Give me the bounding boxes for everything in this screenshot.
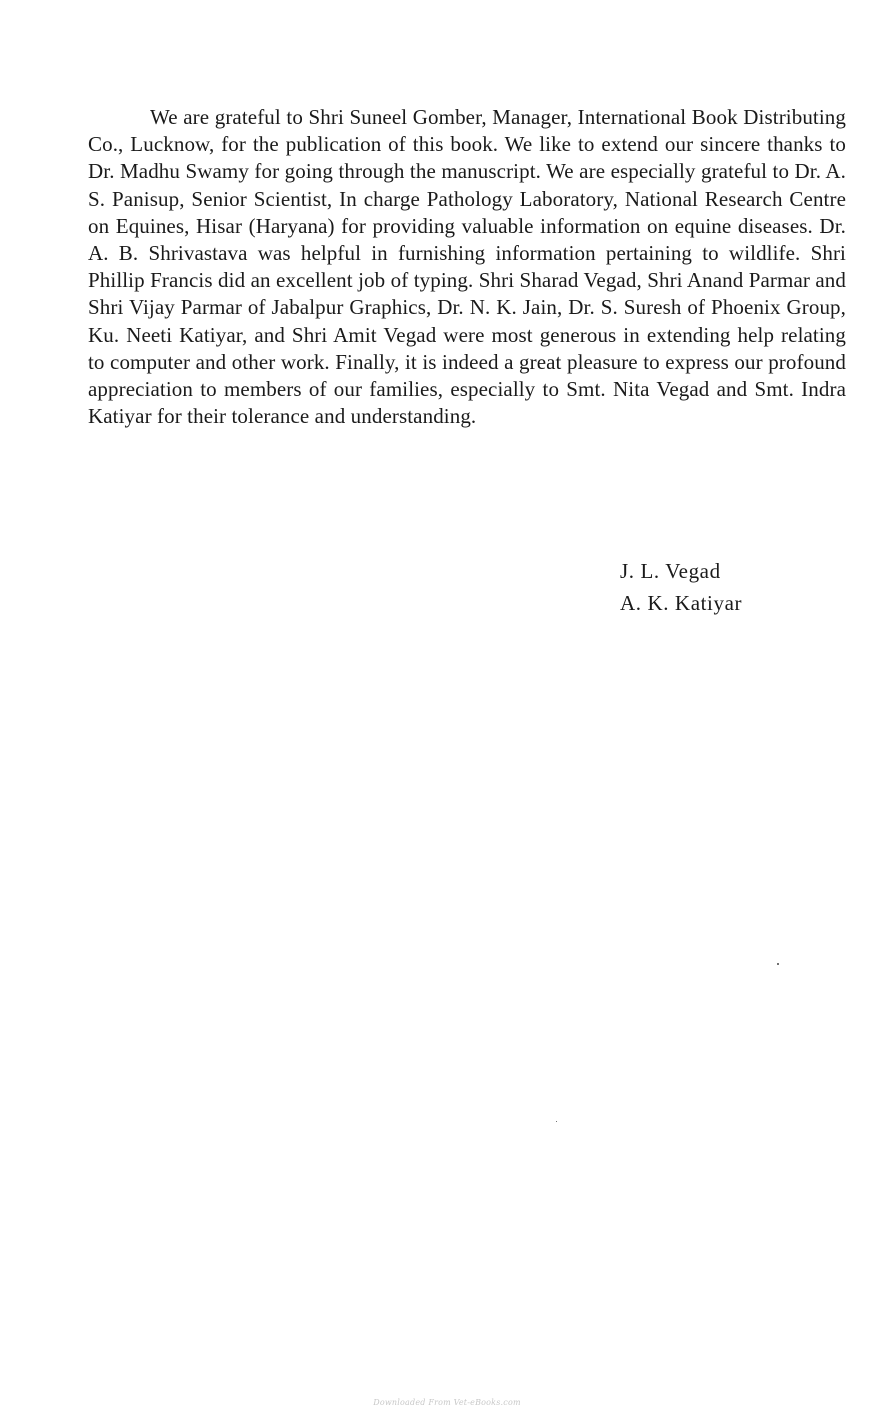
- acknowledgement-paragraph: We are grateful to Shri Suneel Gomber, Manager, International Book Distributing Co., Lucknow, for the publication of this book. We like to extend our sincere thanks to Dr. Madhu Swamy for going through the manuscript. We are especially grateful to Dr. A. S. Panisup, Senior Scientist, In charge Pathology Laboratory, National Research Centre on Equines, Hisar (Haryana) for providing valuable information on equine diseases. Dr. A. B. Shrivastava was helpful in furnishing information pertaining to wildlife. Shri Phillip Francis did an excellent job of typing. Shri Sharad Vegad, Shri Anand Parmar and Shri Vijay Parmar of Jabalpur Graphics, Dr. N. K. Jain, Dr. S. Suresh of Phoenix Group, Ku. Neeti Katiyar, and Shri Amit Vegad were most generous in extending help relating to computer and other work. Finally, it is indeed a great pleasure to express our profound appreciation to members of our families, especially to Smt. Nita Vegad and Smt. Indra Katiyar for their tolerance and understanding.: [88, 105, 846, 429]
- author-signature-vegad: J. L. Vegad: [620, 559, 721, 583]
- scan-speck: [777, 963, 779, 965]
- author-signature-katiyar: A. K. Katiyar: [620, 591, 743, 615]
- download-watermark: Downloaded From Vet-eBooks.com: [373, 1398, 521, 1407]
- scan-speck: [556, 1121, 557, 1122]
- signature-block: [620, 556, 840, 620]
